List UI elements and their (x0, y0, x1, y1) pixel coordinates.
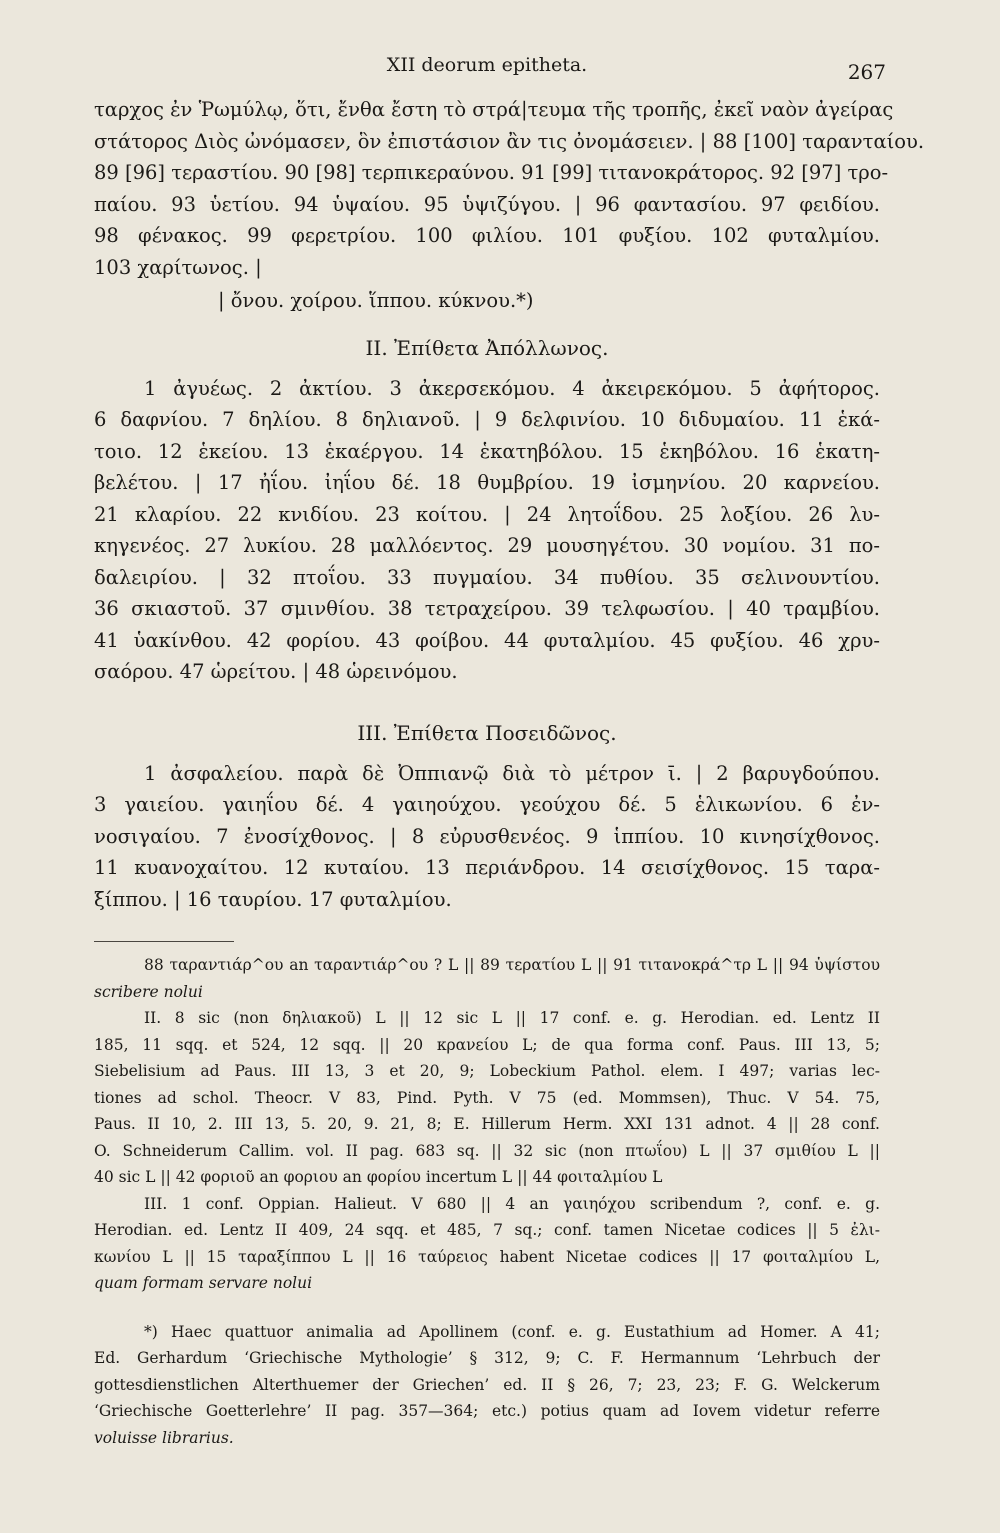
note-line: O. Schneiderum Callim. vol. II pag. 683 sq. || 32 sic (non πτωΐου) L || 37 σμιθίου L || (94, 1141, 880, 1160)
running-head (94, 54, 886, 94)
text-line: 11 κυανοχαίτου. 12 κυταίου. 13 περιάνδρου. 14 σεισίχθονος. 15 ταρα- (94, 856, 880, 879)
text-line: 89 [96] τεραστίου. 90 [98] τερπικεραύνου. 91 [99] τιτανοκράτορος. 92 [97] τρο- (94, 161, 889, 184)
note-block-3 (94, 1191, 880, 1297)
note-line: III. 1 conf. Oppian. Halieut. V 680 || 4 an γαιηόχου scribendum ?, conf. e. g. (144, 1194, 880, 1213)
text-line: τοιο. 12 ἑκείου. 13 ἑκαέργου. 14 ἑκατηβόλου. 15 ἑκηβόλου. 16 ἑκατη- (94, 439, 880, 463)
note-line: quam formam servare nolui (94, 1274, 313, 1292)
note-line: ‘Griechische Goetterlehre’ II pag. 357—364; etc.) potius quam ad Iovem videtur referre (94, 1402, 880, 1420)
text-line: 36 σκιαστοῦ. 37 σμινθίου. 38 τετραχείρου. 39 τελφωσίου. | 40 τραμβίου. (94, 597, 880, 620)
animals-line: | ὄνου. χοίρου. ἵππου. κύκνου.*) (218, 289, 534, 312)
note-line: Paus. II 10, 2. III 13, 5. 20, 9. 21, 8; E. Hillerum Herm. XXI 131 adnot. 4 || 28 conf. (94, 1115, 880, 1133)
text-line: 1 ἀσφαλείου. παρὰ δὲ Ὀππιανῷ διὰ τὸ μέτρον ῑ. | 2 βαρυγδούπου. (144, 761, 880, 785)
text-line: 1 ἀγυέως. 2 ἀκτίου. 3 ἀκερσεκόμου. 4 ἀκειρεκόμου. 5 ἀφήτορος. (144, 376, 880, 400)
text-line: δαλειρίου. | 32 πτοΐου. 33 πυγμαίου. 34 πυθίου. 35 σελινουντίου. (94, 565, 880, 589)
note-line: scribere nolui (94, 982, 203, 1001)
text-line: σαόρου. 47 ὡρείτου. | 48 ὡρεινόμου. (94, 660, 458, 683)
note-line: II. 8 sic (non δηλιακοῦ) L || 12 sic L || 17 conf. e. g. Herodian. ed. Lentz II (144, 1009, 880, 1027)
note-line: gottesdienstlichen Alterthuemer der Griechen’ ed. II § 26, 7; 23, 23; F. G. Welckerum (94, 1375, 880, 1394)
apollo-epithets (94, 373, 880, 688)
note-line: κωνίου L || 15 ταραξίππου L || 16 ταύρειος habent Nicetae codices || 17 φοιταλμίου L, (94, 1247, 880, 1266)
note-line: voluisse librarius. (94, 1428, 234, 1447)
text-line: παίου. 93 ὑετίου. 94 ὑψαίου. 95 ὑψιζύγου. | 96 φαντασίου. 97 φειδίου. (94, 192, 880, 216)
apparatus-notes (94, 952, 880, 1451)
text-line: 41 ὑακίνθου. 42 φορίου. 43 φοίβου. 44 φυταλμίου. 45 φυξίου. 46 χρυ- (94, 628, 880, 652)
text-line: 3 γαιείου. γαιηΐου δέ. 4 γαιηούχου. γεούχου δέ. 5 ἑλικωνίου. 6 ἐν- (94, 793, 880, 816)
note-line: tiones ad schol. Theocr. V 83, Pind. Pyth. V 75 (ed. Mommsen), Thuc. V 54. 75, (94, 1088, 880, 1107)
section-heading-apollo: II. Ἐπίθετα Ἀπόλλωνος. (365, 335, 609, 360)
note-line: *) Haec quattuor animalia ad Apollinem (conf. e. g. Eustathium ad Homer. A 41; (144, 1322, 880, 1341)
text-line: κηγενέος. 27 λυκίου. 28 μαλλόεντος. 29 μουσηγέτου. 30 νομίου. 31 πο- (94, 534, 880, 557)
text-line: ταρχος ἐν Ῥωμύλῳ, ὅτι, ἔνθα ἔστη τὸ στρά|τευμα τῆς τροπῆς, ἐκεῖ ναὸν ἀγείρας (94, 98, 894, 121)
text-line: 98 φένακος. 99 φερετρίου. 100 φιλίου. 101 φυξίου. 102 φυταλμίου. (94, 224, 880, 247)
text-line: νοσιγαίου. 7 ἐνοσίχθονος. | 8 εὐρυσθενέος. 9 ἱππίου. 10 κινησίχθονος. (94, 824, 880, 848)
note-line: Ed. Gerhardum ‘Griechische Mythologie’ § 312, 9; C. F. Hermannum ‘Lehrbuch der (94, 1349, 880, 1367)
note-line: 40 sic L || 42 φοριοῦ an φοριου an φορίου incertum L || 44 φοιταλμίου L (94, 1168, 663, 1186)
page-number: 267 (847, 60, 886, 84)
section-heading-poseidon: III. Ἐπίθετα Ποσειδῶνος. (357, 720, 617, 745)
running-title: XII deorum epitheta. (386, 54, 588, 76)
intro-paragraph (94, 94, 925, 283)
text-line: 6 δαφνίου. 7 δηλίου. 8 δηλιανοῦ. | 9 δελφινίου. 10 διδυμαίου. 11 ἑκά- (94, 408, 880, 431)
asterisk-note (94, 1319, 880, 1452)
text-line: στάτορος Διὸς ὠνόμασεν, ὃν ἐπιστάσιον ἂν τις ὀνομάσειεν. | 88 [100] ταρανταίου. (94, 129, 925, 153)
text-line: 21 κλαρίου. 22 κνιδίου. 23 κοίτου. | 24 λητοΐδου. 25 λοξίου. 26 λυ- (94, 502, 880, 526)
poseidon-epithets (94, 758, 880, 916)
note-line: 88 ταραντιάρ^ου an ταραντιάρ^ου ? L || 89 τερατίου L || 91 τιτανοκρά^τρ L || 94 ὑψίστου (144, 956, 880, 974)
text-line: 103 χαρίτωνος. | (94, 255, 262, 279)
note-line: 185, 11 sqq. et 524, 12 sqq. || 20 κρανείου L; de qua forma conf. Paus. III 13, 5; (94, 1035, 880, 1054)
note-line: Siebelisium ad Paus. III 13, 3 et 20, 9; Lobeckium Pathol. elem. I 497; varias lec- (94, 1062, 880, 1080)
note-line: Herodian. ed. Lentz II 409, 24 sqq. et 485, 7 sq.; conf. tamen Nicetae codices || 5 ἐλι- (94, 1221, 880, 1239)
footnote-rule (94, 941, 234, 942)
text-line: ξίππου. | 16 ταυρίου. 17 φυταλμίου. (94, 887, 452, 911)
note-block-1 (94, 952, 880, 1005)
note-block-2 (94, 1005, 880, 1191)
text-line: βελέτου. | 17 ἠΐου. ἰηΐου δέ. 18 θυμβρίου. 19 ἰσμηνίου. 20 καρνείου. (94, 471, 880, 494)
